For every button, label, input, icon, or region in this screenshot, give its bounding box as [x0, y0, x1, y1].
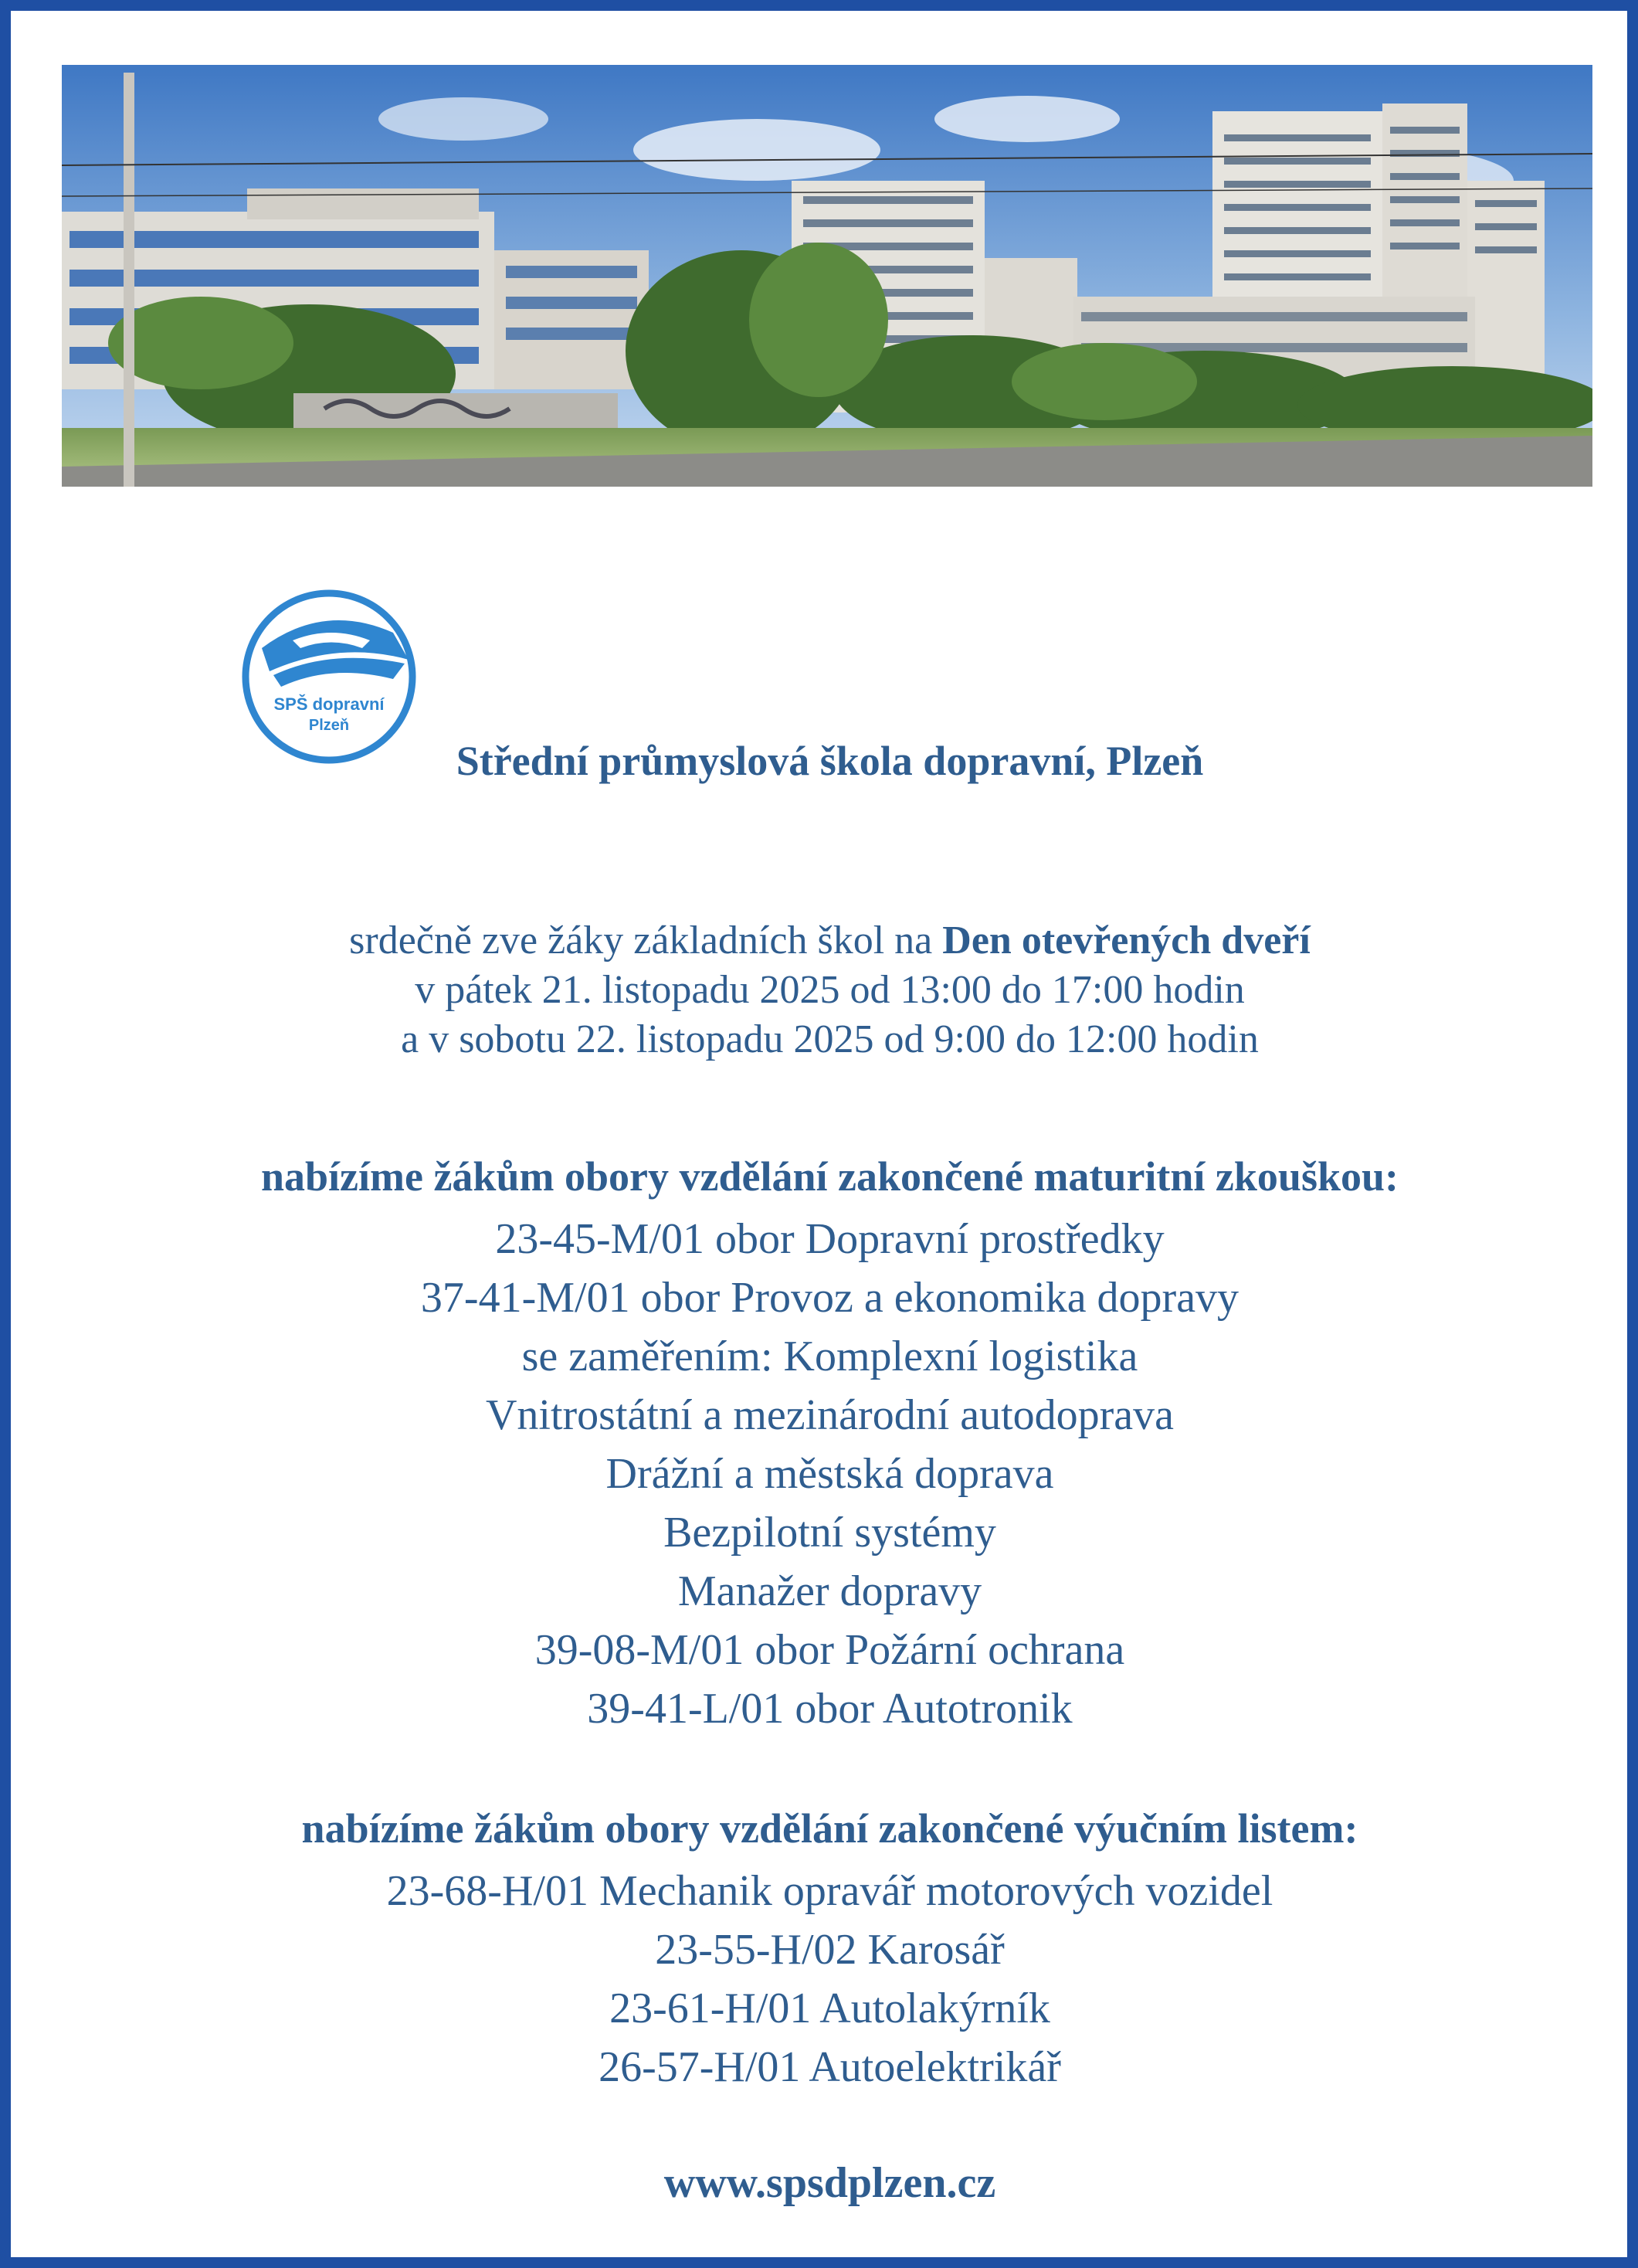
list-item: 23-68-H/01 Mechanik opravář motorových vozidel	[386, 1867, 1273, 1915]
list-item: 26-57-H/01 Autoelektrikář	[599, 2043, 1061, 2091]
logo-line1: SPŠ dopravní	[273, 694, 385, 714]
list-item: 23-45-M/01 obor Dopravní prostředky	[495, 1215, 1165, 1263]
invitation-line2: v pátek 21. listopadu 2025 od 13:00 do 17:00 hodin	[415, 968, 1245, 1012]
invitation-block	[11, 916, 1638, 1064]
list-item: 23-55-H/02 Karosář	[655, 1926, 1005, 1974]
vyucni-list	[11, 1862, 1638, 2097]
vyucni-heading: nabízíme žákům obory vzdělání zakončené výučním listem:	[301, 1805, 1358, 1852]
list-item: 23-61-H/01 Autolakýrník	[609, 1984, 1050, 2032]
list-item: Manažer dopravy	[677, 1567, 982, 1615]
invitation-line3: a v sobotu 22. listopadu 2025 od 9:00 do 12:00 hodin	[401, 1017, 1259, 1061]
list-item: Drážní a městská doprava	[605, 1450, 1054, 1498]
list-item: 39-41-L/01 obor Autotronik	[587, 1685, 1073, 1733]
invitation-line1	[11, 916, 1638, 966]
school-building-photo	[62, 65, 1592, 487]
school-name: Střední průmyslová škola dopravní, Plzeň	[456, 738, 1204, 784]
logo-line2: Plzeň	[308, 717, 350, 734]
maturita-heading: nabízíme žákům obory vzdělání zakončené maturitní zkouškou:	[260, 1153, 1399, 1200]
maturita-list	[11, 1210, 1638, 1738]
list-item: 37-41-M/01 obor Provoz a ekonomika dopravy	[420, 1274, 1240, 1322]
list-item: Vnitrostátní a mezinárodní autodoprava	[485, 1391, 1175, 1439]
list-item: se zaměřením: Komplexní logistika	[521, 1333, 1138, 1380]
open-day-title: Den otevřených dveří	[942, 918, 1311, 963]
list-item: 39-08-M/01 obor Požární ochrana	[534, 1626, 1125, 1674]
list-item: Bezpilotní systémy	[663, 1509, 996, 1557]
website-link[interactable]: www.spsdplzen.cz	[663, 2159, 996, 2207]
invitation-prefix: srdečně zve žáky základních škol na	[349, 918, 943, 963]
